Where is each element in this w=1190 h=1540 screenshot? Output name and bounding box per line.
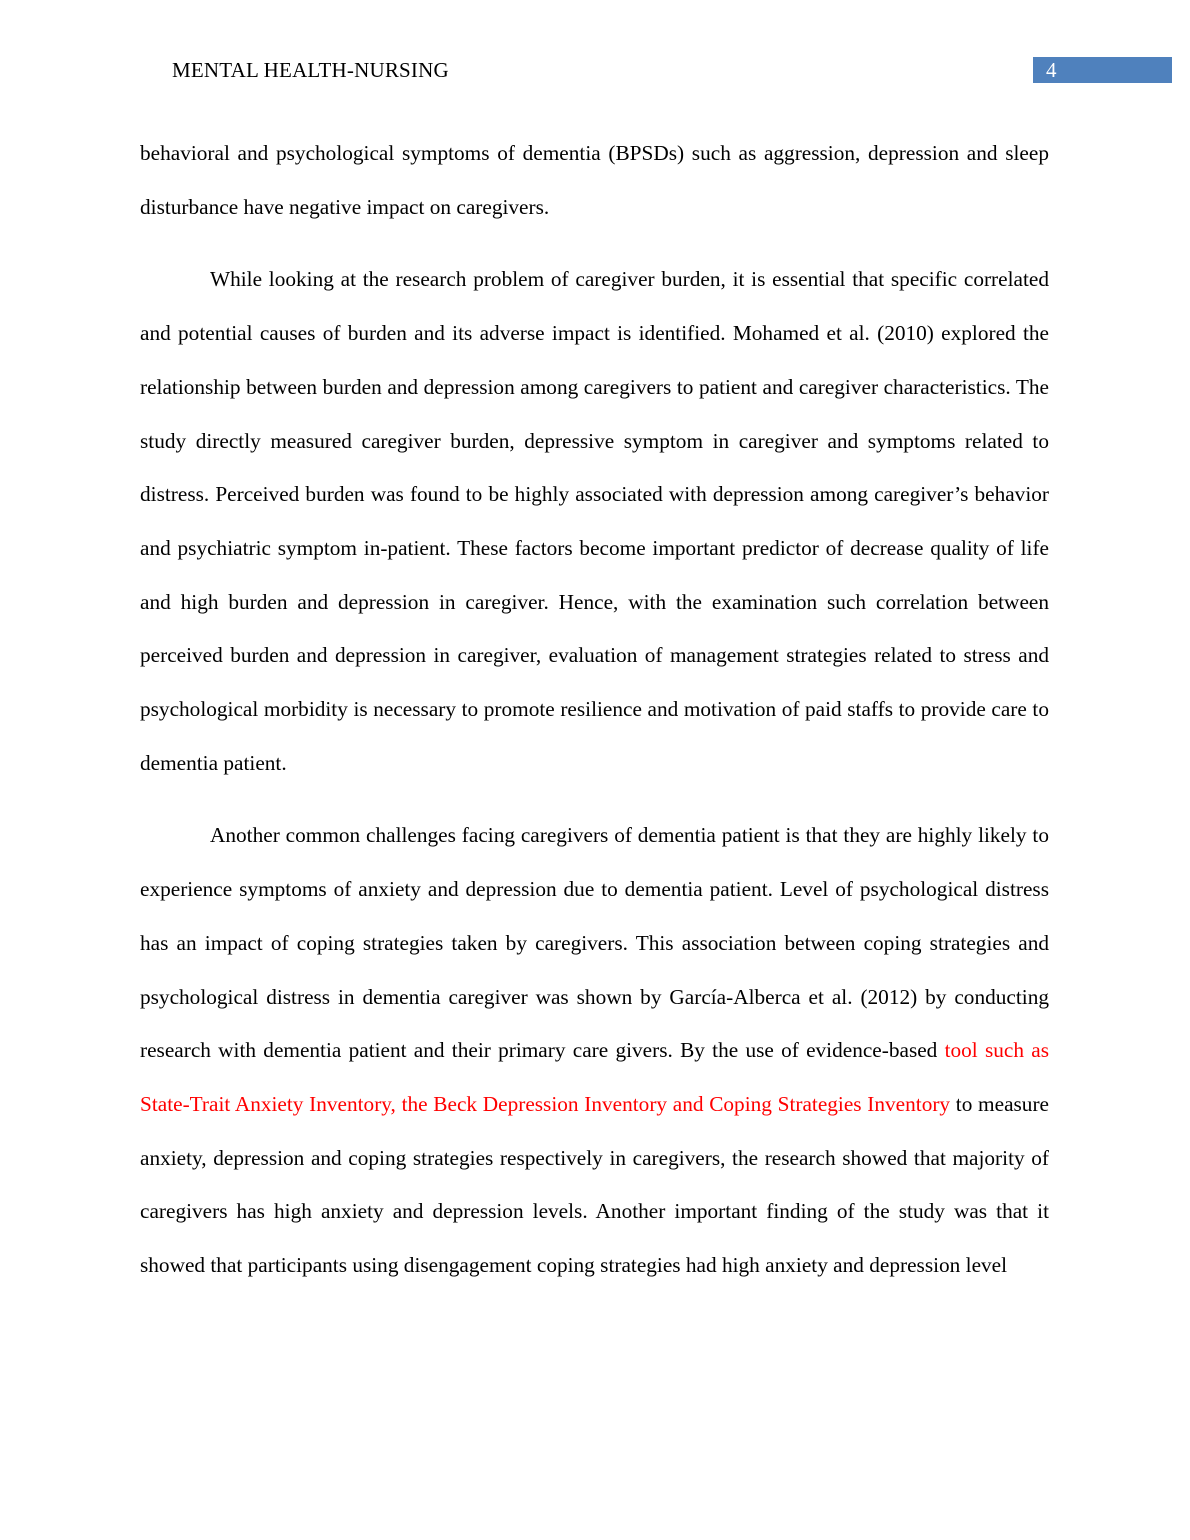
paragraph-text-after: to measure anxiety, depression and coping strategies respectively in caregivers, the research showed that majority of caregivers has high anxiety and depression levels. Another important finding of the study was that it showed that participants using disengagement coping strategies had high anxiety and depression level: [140, 1091, 1050, 1278]
document-body: [140, 127, 1049, 1312]
paragraph-caregiver-burden: While looking at the research problem of caregiver burden, it is essential that specific correlated and potential causes of burden and its adverse impact is identified. Mohamed et al. (2010) explored the relationship between burden and depression among caregivers to patient and caregiver characteristics. The study directly measured caregiver burden, depressive symptom in caregiver and symptoms related to distress. Perceived burden was found to be highly associated with depression among caregiver’s behavior and psychiatric symptom in-patient. These factors become important predictor of decrease quality of life and high burden and depression in caregiver. Hence, with the examination such correlation between perceived burden and depression in caregiver, evaluation of management strategies related to stress and psychological morbidity is necessary to promote resilience and motivation of paid staffs to provide care to dementia patient.: [140, 267, 1049, 775]
paragraph-text-before: Another common challenges facing caregivers of dementia patient is that they are highly likely to experience symptoms of anxiety and depression due to dementia patient. Level of psychological distress has an impact of coping strategies taken by caregivers. This association between coping strategies and psychological distress in dementia caregiver was shown by García-Alberca et al. (2012) by conducting research with dementia patient and their primary care givers. By the use of evidence-based: [140, 823, 1049, 1063]
running-head: MENTAL HEALTH-NURSING: [172, 58, 449, 82]
paragraph-anxiety-depression: [140, 809, 1049, 1292]
page-number-box: [1033, 57, 1172, 83]
page-number: 4: [1046, 58, 1057, 82]
highlighted-text: tool such as State-Trait Anxiety Inventory, the Beck Depression Inventory and Coping Strategies Inventory: [140, 1038, 1050, 1116]
paragraph-continuation: behavioral and psychological symptoms of dementia (BPSDs) such as aggression, depression and sleep disturbance have negative impact on caregivers.: [140, 141, 1049, 219]
